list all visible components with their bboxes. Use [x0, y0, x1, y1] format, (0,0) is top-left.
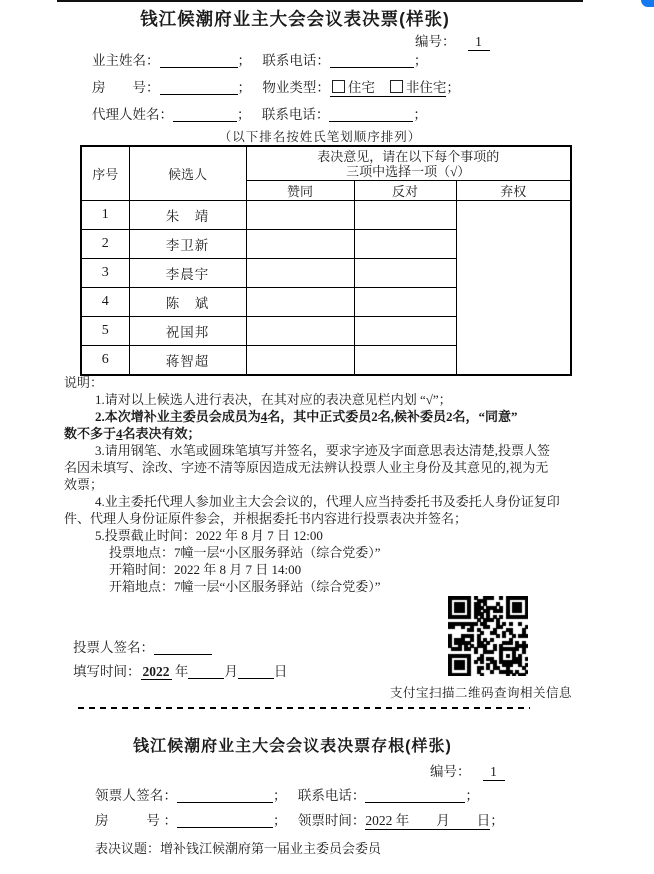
punct: ； — [413, 53, 428, 68]
stub-room-label: 房 号： — [95, 813, 177, 828]
punct: ； — [273, 813, 287, 828]
agree-cell — [246, 288, 354, 317]
agent-row — [92, 103, 427, 123]
note-line — [64, 544, 598, 561]
agree-cell — [246, 346, 354, 375]
receive-time-label: 领票时间： — [297, 813, 366, 828]
cut-line — [78, 707, 530, 709]
candidate-name: 祝国邦 — [129, 317, 246, 346]
punct: ； — [237, 107, 251, 122]
notes-label: 说明： — [64, 375, 104, 390]
candidate-name: 蒋智超 — [129, 346, 246, 375]
opinion-line1: 表决意见，请在以下每个事项的 — [317, 148, 500, 164]
note-segment: 4.业主委托代理人参加业主大会会议的，代理人应当持委托书及委托人身份证复印 — [95, 494, 560, 509]
stub-title: 钱江候潮府业主大会会议表决票存根(样张) — [133, 738, 452, 755]
corner-fold-mark — [641, 0, 654, 7]
note-segment: 投票地点：7幢一层“小区服务驿站（综合党委）” — [109, 545, 381, 560]
note-segment: 数不多于 — [64, 426, 117, 441]
note-segment: 名表决有效； — [122, 426, 201, 441]
oppose-cell — [354, 201, 456, 230]
topic-label: 表决议题： — [95, 841, 161, 856]
col-header-abstain: 弃权 — [456, 181, 571, 201]
stub-serial-label: 编号： — [430, 764, 471, 779]
note-line — [64, 459, 598, 476]
unit-month: 月 — [224, 664, 238, 679]
notes-section — [64, 374, 598, 595]
room-row — [92, 76, 460, 97]
candidate-number: 3 — [81, 259, 129, 288]
col-header-no: 序号 — [81, 146, 129, 201]
table-row — [81, 201, 571, 230]
ballot-serial — [415, 30, 490, 51]
agent-name-blank — [173, 106, 237, 122]
topic-row — [95, 838, 381, 857]
ballot-title: 钱江候潮府业主大会会议表决票(样张) — [140, 9, 450, 29]
agree-cell — [246, 201, 354, 230]
room-label: 房 号： — [92, 80, 160, 95]
note-line — [64, 510, 598, 527]
candidate-name: 朱 靖 — [129, 201, 246, 230]
note-line — [64, 408, 598, 425]
candidate-number: 6 — [81, 346, 129, 375]
property-type-options — [330, 76, 447, 97]
candidate-table — [80, 145, 572, 376]
punct: ； — [273, 788, 287, 803]
agree-cell — [246, 230, 354, 259]
stub-room-blank — [177, 812, 273, 828]
note-line — [64, 493, 598, 510]
owner-name-label: 业主姓名： — [92, 53, 160, 68]
agent-phone-label: 联系电话： — [261, 107, 330, 122]
punct: ； — [237, 80, 251, 95]
fill-time-label: 填写时间： — [73, 664, 141, 679]
note-line — [64, 391, 598, 408]
stub-serial-value: 1 — [483, 764, 505, 781]
note-segment: 名，其中正式委员2名,候补委员2名，“同意” — [267, 409, 518, 424]
voter-signature-blank — [154, 639, 212, 655]
opinion-line2: 三项中选择一项（√） — [346, 163, 471, 179]
month-blank — [188, 663, 224, 679]
qr-code — [448, 596, 528, 676]
day-blank — [238, 663, 274, 679]
candidate-name: 李晨宇 — [129, 259, 246, 288]
page-top-rule — [57, 0, 583, 2]
fill-year-value: 2022 — [142, 664, 170, 679]
oppose-cell — [354, 230, 456, 259]
candidate-number: 2 — [81, 230, 129, 259]
candidate-number: 1 — [81, 201, 129, 230]
stub-phone-label: 联系电话： — [297, 788, 366, 803]
col-header-oppose: 反对 — [354, 181, 456, 201]
agent-phone-blank — [329, 106, 413, 122]
voter-signature-label: 投票人签名： — [73, 640, 154, 655]
note-line — [64, 561, 598, 578]
agree-cell — [246, 259, 354, 288]
candidate-number: 4 — [81, 288, 129, 317]
receiver-signature-blank — [177, 787, 273, 803]
abstain-merged-cell — [456, 201, 571, 375]
oppose-cell — [354, 259, 456, 288]
serial-value: 1 — [468, 34, 490, 51]
col-header-agree: 赞同 — [246, 181, 354, 201]
note-segment: 2.本次增补业主委员会成员为 — [95, 409, 261, 424]
note-segment: 4 — [116, 426, 123, 441]
col-header-candidate: 候选人 — [129, 146, 246, 201]
candidate-name: 李卫新 — [129, 230, 246, 259]
candidate-name: 陈 斌 — [129, 288, 246, 317]
oppose-cell — [354, 346, 456, 375]
sort-order-note: （以下排名按姓氏笔划顺序排列） — [218, 130, 422, 144]
receiver-signature-label: 领票人签名： — [95, 788, 177, 803]
note-segment: 开箱地点：7幢一层“小区服务驿站（综合党委）” — [109, 579, 381, 594]
fill-time-row — [73, 660, 287, 680]
non-residential-label: 非住宅 — [405, 80, 447, 95]
candidate-number: 5 — [81, 317, 129, 346]
oppose-cell — [354, 288, 456, 317]
owner-name-blank — [160, 52, 238, 68]
receive-time-value: 2022 年 月 日 — [365, 809, 490, 830]
note-segment: 3.请用钢笔、水笔或圆珠笔填写并签名，要求字迹及字面意思表达清楚,投票人签 — [95, 443, 551, 458]
note-segment: 1.请对以上候选人进行表决，在其对应的表决意见栏内划 “√”； — [95, 392, 452, 407]
note-segment: 开箱时间：2022 年 8 月 7 日 14:00 — [109, 562, 302, 577]
note-line — [64, 476, 598, 493]
agree-cell — [246, 317, 354, 346]
property-type-label: 物业类型： — [262, 80, 330, 95]
note-segment: 4 — [260, 409, 268, 424]
note-line — [64, 442, 598, 459]
phone-label: 联系电话： — [262, 53, 330, 68]
punct: ； — [490, 813, 504, 828]
note-segment: 件、代理人身份证原件参会，并根据委托书内容进行投票表决并签名； — [64, 511, 468, 526]
phone-blank — [330, 52, 414, 68]
residential-checkbox[interactable] — [332, 80, 345, 93]
punct: ； — [446, 80, 460, 95]
punct: ； — [413, 107, 427, 122]
note-line — [64, 578, 598, 595]
owner-row — [92, 49, 427, 69]
qr-caption: 支付宝扫描二维码查询相关信息 — [389, 686, 572, 700]
unit-day: 日 — [273, 664, 288, 679]
stub-receiver-row — [95, 784, 479, 804]
voter-signature-row — [73, 636, 212, 656]
note-line — [64, 527, 598, 544]
punct: ； — [465, 788, 479, 803]
unit-year: 年 — [174, 664, 189, 679]
note-segment: 名因未填写、涂改、字迹不清等原因造成无法辨认投票人业主身份及其意见的,视为无 — [64, 460, 549, 475]
non-residential-checkbox[interactable] — [390, 80, 403, 93]
col-header-opinion — [246, 146, 571, 181]
agent-name-label: 代理人姓名： — [92, 107, 173, 122]
stub-room-row — [95, 809, 504, 830]
note-line — [64, 425, 598, 442]
room-blank — [160, 79, 238, 95]
stub-phone-blank — [365, 787, 465, 803]
oppose-cell — [354, 317, 456, 346]
note-segment: 效票； — [64, 477, 104, 492]
topic-value: 增补钱江候潮府第一届业主委员会委员 — [160, 841, 382, 856]
stub-serial — [430, 760, 505, 781]
serial-label: 编号： — [415, 34, 456, 49]
punct: ； — [237, 53, 251, 68]
note-segment: 5.投票截止时间：2022 年 8 月 7 日 12:00 — [95, 528, 323, 543]
residential-label: 住宅 — [347, 80, 375, 95]
